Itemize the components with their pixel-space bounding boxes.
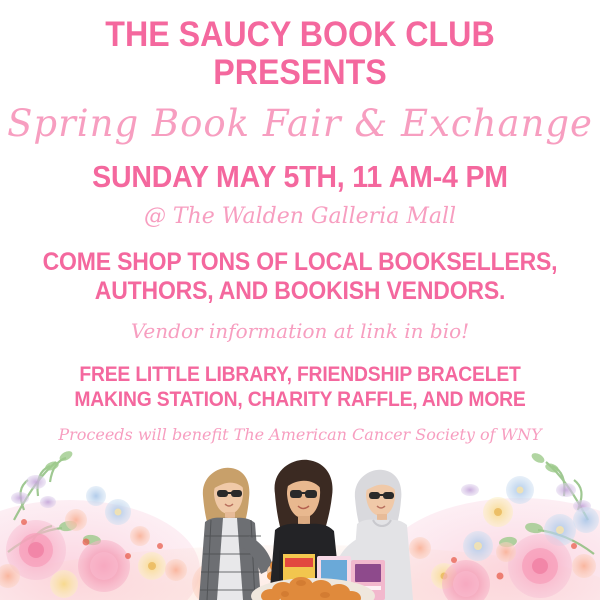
event-date: SUNDAY MAY 5TH, 11 AM-4 PM xyxy=(92,158,508,194)
shop-line-2: AUTHORS, AND BOOKISH VENDORS. xyxy=(94,276,506,305)
event-title: Spring Book Fair & Exchange xyxy=(7,101,593,145)
three-women-photo xyxy=(175,450,430,600)
activities-line-1: FREE LITTLE LIBRARY, FRIENDSHIP BRACELET xyxy=(79,363,521,387)
shop-line-1: COME SHOP TONS OF LOCAL BOOKSELLERS, xyxy=(42,247,558,276)
proceeds-note: Proceeds will benefit The American Cancer Society of WNY xyxy=(58,424,542,444)
vendor-info: Vendor information at link in bio! xyxy=(130,318,470,343)
activities-line-2: MAKING STATION, CHARITY RAFFLE, AND MORE xyxy=(74,388,526,412)
event-venue: @ The Walden Galleria Mall xyxy=(143,204,457,230)
headline: THE SAUCY BOOK CLUB PRESENTS xyxy=(105,15,495,92)
